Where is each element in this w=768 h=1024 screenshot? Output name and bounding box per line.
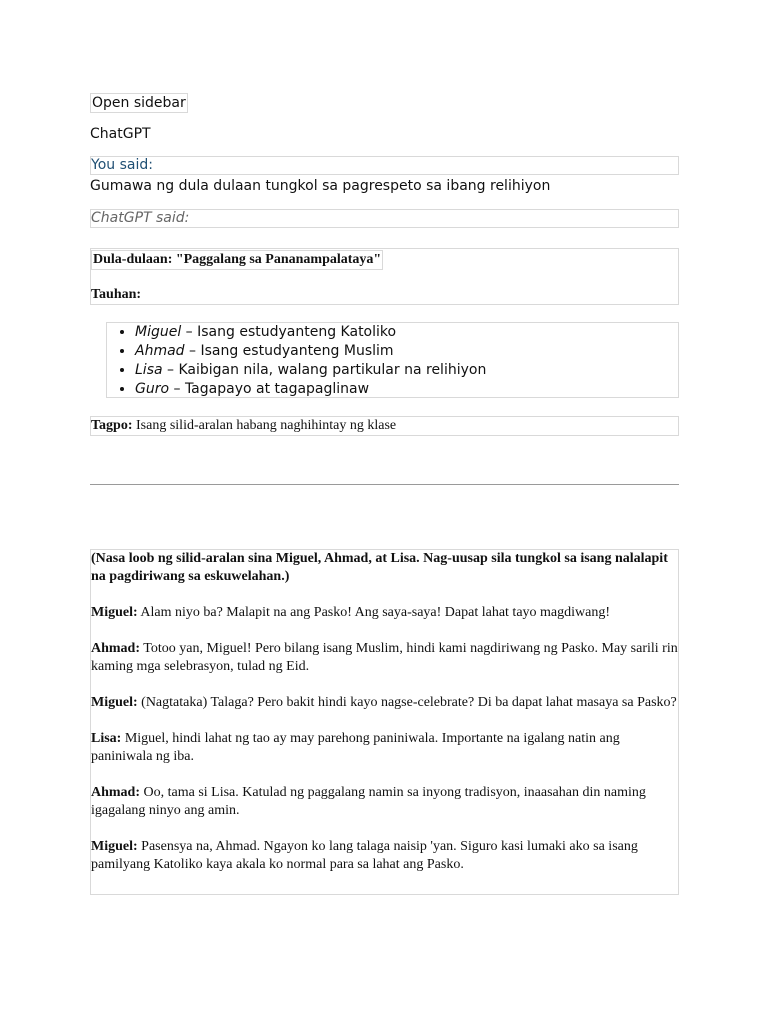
speaker-name: Miguel:: [91, 839, 138, 854]
cast-name: Miguel: [135, 324, 182, 340]
speaker-name: Miguel:: [91, 605, 138, 620]
dialogue-line: [91, 640, 678, 676]
cast-desc: – Tagapayo at tagapaglinaw: [169, 381, 370, 397]
open-sidebar-button[interactable]: Open sidebar: [92, 95, 186, 111]
line-text: Totoo yan, Miguel! Pero bilang isang Muslim, hindi kami nagdiriwang ng Pasko. May sarili rin kaming mga selebrasyon, tulad ng Eid.: [91, 641, 678, 674]
play-title-section: [90, 248, 679, 305]
setting-text: Isang silid-aralan habang naghihintay ng klase: [132, 418, 397, 433]
setting-section: [90, 416, 679, 436]
speaker-name: Miguel:: [91, 695, 138, 710]
setting-label: Tagpo:: [91, 418, 133, 433]
speaker-name: Lisa:: [91, 731, 122, 746]
stage-direction: (Nasa loob ng silid-aralan sina Miguel, Ahmad, at Lisa. Nag-uusap sila tungkol sa isang nalalapit na pagdiriwang sa eskuwelahan.): [91, 551, 668, 584]
app-title: ChatGPT: [90, 126, 151, 142]
you-said-label: You said:: [90, 156, 679, 175]
speaker-name: Ahmad:: [91, 785, 141, 800]
cast-list: [106, 322, 679, 398]
cast-name: Guro: [135, 381, 170, 397]
dialogue-line: [91, 604, 678, 622]
line-text: Pasensya na, Ahmad. Ngayon ko lang talaga naisip 'yan. Siguro kasi lumaki ako sa isang pamilyang Katoliko kaya akala ko normal para sa lahat ang Pasko.: [91, 839, 638, 872]
list-item: [135, 323, 678, 342]
cast-name: Lisa: [135, 362, 163, 378]
line-text: Alam niyo ba? Malapit na ang Pasko! Ang saya-saya! Dapat lahat tayo magdiwang!: [137, 605, 611, 620]
chatgpt-said-label: ChatGPT said:: [90, 209, 679, 228]
line-text: Oo, tama si Lisa. Katulad ng paggalang namin sa inyong tradisyon, inaasahan din naming igagalang ninyo ang amin.: [91, 785, 646, 818]
list-item: [135, 342, 678, 361]
list-item: [135, 380, 678, 399]
dialogue-line: [91, 730, 678, 766]
dialogue-section: [90, 549, 679, 895]
list-item: [135, 361, 678, 380]
dialogue-line: [91, 784, 678, 820]
dialogue-line: [91, 838, 678, 874]
user-message: Gumawa ng dula dulaan tungkol sa pagrespeto sa ibang relihiyon: [90, 178, 551, 194]
speaker-name: Ahmad:: [91, 641, 141, 656]
cast-heading: Tauhan:: [91, 287, 142, 302]
line-text: (Nagtataka) Talaga? Pero bakit hindi kayo nagse-celebrate? Di ba dapat lahat masaya sa Pasko?: [137, 695, 677, 710]
cast-desc: – Isang estudyanteng Katoliko: [181, 324, 397, 340]
line-text: Miguel, hindi lahat ng tao ay may parehong paniniwala. Importante na igalang natin ang paniniwala ng iba.: [91, 731, 620, 764]
play-title: Dula-dulaan: "Paggalang sa Pananampalataya": [91, 250, 383, 270]
dialogue-line: [91, 694, 678, 712]
cast-name: Ahmad: [135, 343, 185, 359]
cast-desc: – Isang estudyanteng Muslim: [184, 343, 394, 359]
cast-desc: – Kaibigan nila, walang partikular na relihiyon: [162, 362, 487, 378]
divider: [90, 484, 679, 485]
